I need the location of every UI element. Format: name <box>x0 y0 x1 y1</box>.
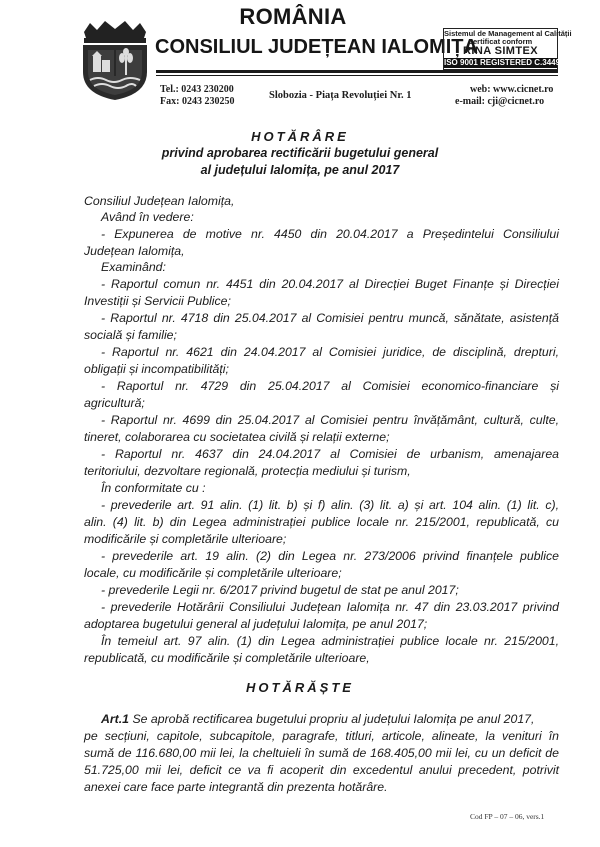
body-line: - Raportul nr. 4699 din 25.04.2017 al Comisiei pentru învățământ, cultură, culte, <box>101 413 559 427</box>
body-line: Consiliul Județean Ialomița, <box>84 194 235 208</box>
county-coat-of-arms-icon <box>78 20 152 102</box>
email-link[interactable]: e-mail: cji@cicnet.ro <box>455 96 545 107</box>
body-line: - Raportul nr. 4729 din 25.04.2017 al Comisiei economico-financiare și <box>101 379 559 393</box>
body-line: - Raportul comun nr. 4451 din 20.04.2017 al Direcției Buget Finanțe și Direcției <box>101 277 559 291</box>
certification-line-2: certificat conform <box>468 37 533 46</box>
body-line: Examinând: <box>101 260 166 274</box>
article-1-first-line-text: Se aprobă rectificarea bugetului propriu al județului Ialomița pe anul 2017, <box>132 712 535 726</box>
body-line: - prevederile art. 91 alin. (1) lit. b) și f) alin. (3) lit. a) și art. 104 alin. (1) lit. c), <box>101 498 559 512</box>
header-rule-thick <box>156 70 558 73</box>
body-line: teritoriului, dezvoltare regională, protecția mediului și turism, <box>84 464 411 478</box>
registration-number: ISO 9001 REGISTERED C.3449.1 <box>444 58 567 67</box>
website-link[interactable]: web: www.cicnet.ro <box>470 84 554 95</box>
body-line: - Raportul nr. 4621 din 24.04.2017 al Comisiei juridice, de disciplină, drepturi, <box>101 345 559 359</box>
body-line: adoptarea bugetului general al județului Ialomița, pe anul 2017; <box>84 617 428 631</box>
body-line: Investiții și Servicii Publice; <box>84 294 231 308</box>
body-line: socială și familie; <box>84 328 177 342</box>
body-line: agricultură; <box>84 396 145 410</box>
document-subtitle-line-2: al județului Ialomița, pe anul 2017 <box>200 163 400 177</box>
decision-heading: HOTĂRĂȘTE <box>246 680 354 695</box>
telephone: Tel.: 0243 230200 <box>160 84 234 95</box>
article-1-line: pe secțiuni, capitole, subcapitole, paragrafe, titluri, articole, alineate, la venituri în <box>84 729 559 743</box>
document-subtitle-line-1: privind aprobarea rectificării bugetului general <box>161 146 439 160</box>
body-line: modificările și completările ulterioare; <box>84 532 287 546</box>
body-line: Având în vedere: <box>101 210 194 224</box>
certification-line-1: Sistemul de Management al Calității <box>444 29 572 38</box>
article-1-label: Art.1 <box>101 712 130 726</box>
form-code: Cod FP – 07 – 06, vers.1 <box>470 812 545 821</box>
body-line: - prevederile Legii nr. 6/2017 privind bugetul de stat pe anul 2017; <box>101 583 459 597</box>
address: Slobozia - Piața Revoluției Nr. 1 <box>269 90 412 101</box>
body-line: obligații și incompatibilități; <box>84 362 229 376</box>
fax: Fax: 0243 230250 <box>160 96 235 107</box>
header-rule-thin <box>156 75 558 76</box>
body-line: tineret, colaborarea cu societatea civilă și relații externe; <box>84 430 390 444</box>
body-line: Județean Ialomița, <box>84 244 185 258</box>
body-line: - Raportul nr. 4637 din 24.04.2017 al Comisiei de urbanism, amenajarea <box>101 447 559 461</box>
body-line: În conformitate cu : <box>101 481 206 495</box>
institution-name: CONSILIUL JUDEȚEAN IALOMIȚA <box>155 36 478 58</box>
document-title: HOTĂRÂRE <box>251 129 349 144</box>
article-1-line: 51.725,00 mii lei, deficit ce va fi acoperit din excedentul anului precedent, potrivit <box>84 763 559 777</box>
country-name: ROMÂNIA <box>239 4 347 29</box>
certifier-name: RINA SIMTEX <box>463 45 538 57</box>
body-line: locale, cu modificările și completările ulterioare; <box>84 566 342 580</box>
body-line: - prevederile art. 19 alin. (2) din Legea nr. 273/2006 privind finanțele publice <box>101 549 559 563</box>
article-1-first-line <box>101 712 534 727</box>
body-line: alin. (4) lit. b) din Legea administrației publice locale nr. 215/2001, republicată, cu <box>84 515 559 529</box>
body-line: - prevederile Hotărârii Consiliului Județean Ialomița nr. 47 din 23.03.2017 privind <box>101 600 559 614</box>
body-line: - Expunerea de motive nr. 4450 din 20.04.2017 a Președintelui Consiliului <box>101 227 559 241</box>
body-line: - Raportul nr. 4718 din 25.04.2017 al Comisiei pentru muncă, sănătate, asistență <box>101 311 559 325</box>
body-line: În temeiul art. 97 alin. (1) din Legea administrației publice locale nr. 215/2001, <box>101 634 559 648</box>
article-1-line: anexei care face parte integrantă din prezenta hotărâre. <box>84 780 388 794</box>
article-1-line: sumă de 116.680,00 mii lei, la cheltuieli în sumă de 168.405,00 mii lei, cu un deficit de <box>84 746 559 760</box>
certification-badge <box>443 28 572 70</box>
body-line: republicată, cu modificările și completările ulterioare, <box>84 651 370 665</box>
